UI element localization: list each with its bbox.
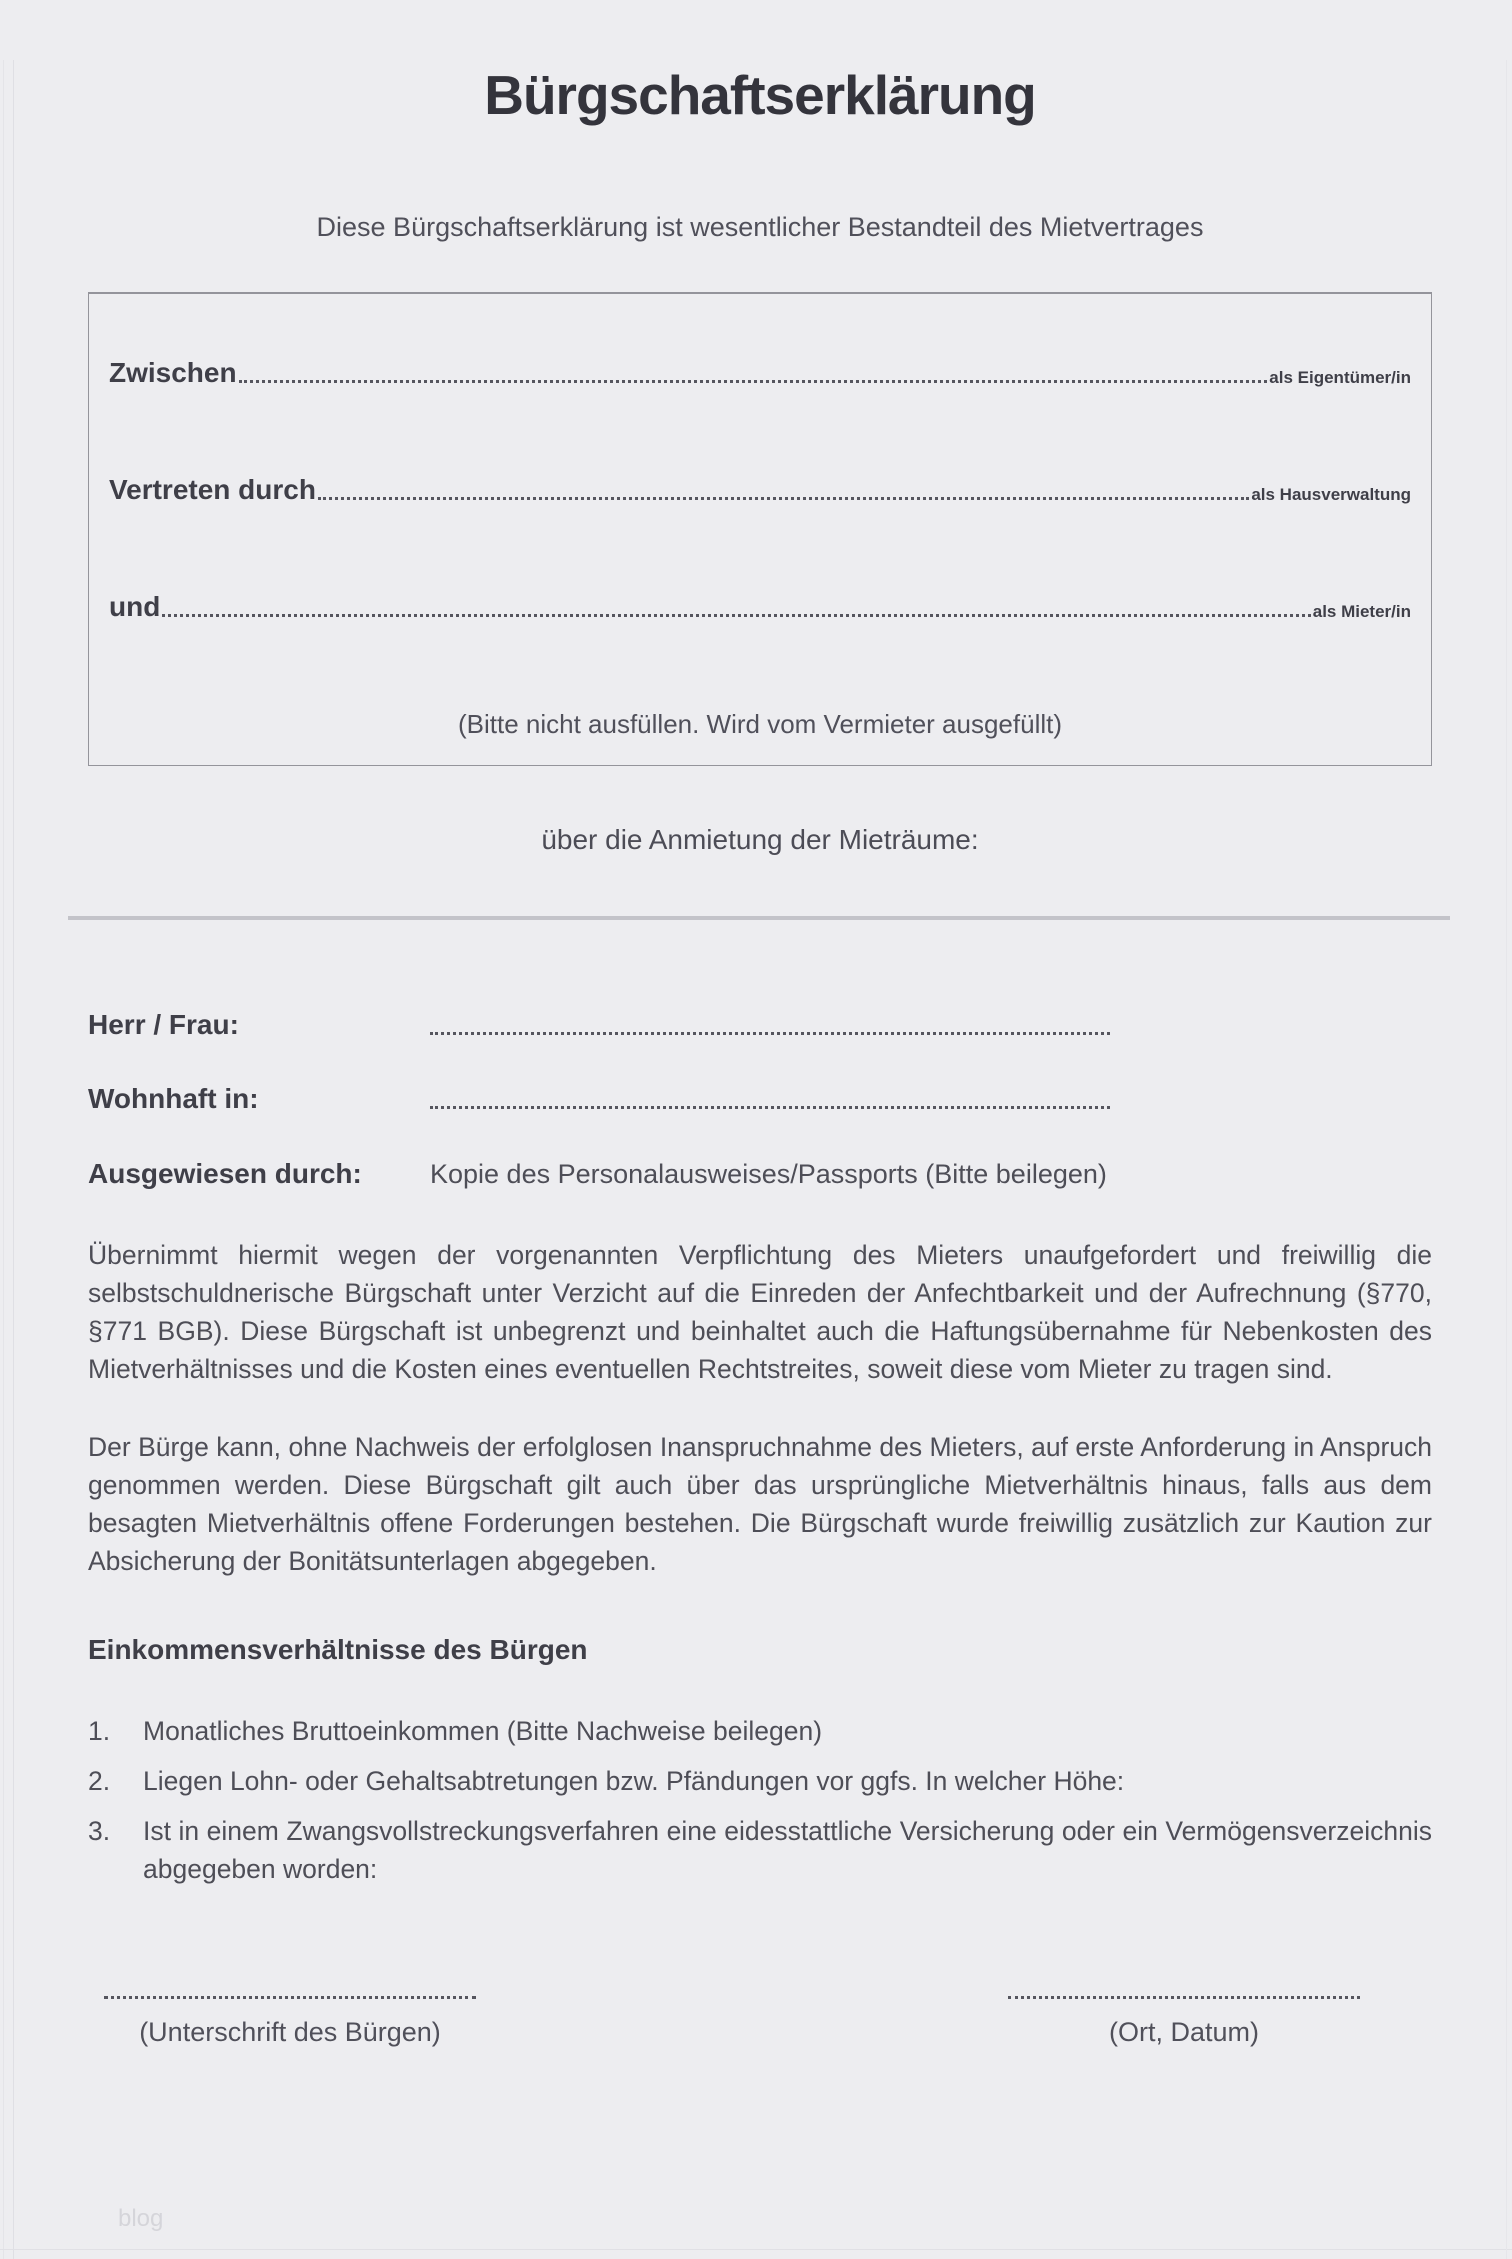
page-edge-right (1506, 60, 1507, 2259)
rental-premises-line: über die Anmietung der Mieträume: (541, 824, 979, 855)
list-item-text: Monatliches Bruttoeinkommen (Bitte Nachweise beilegen) (143, 1716, 823, 1746)
tenant-row-suffix: als Mieter/in (1312, 602, 1411, 621)
tenant-fill-in-line (162, 613, 1310, 617)
list-item (88, 1812, 1432, 1888)
guarantor-signature-area (104, 1988, 476, 2049)
income-list (88, 1712, 1432, 1888)
owner-fill-in-line (239, 379, 1268, 383)
address-fill-in-line (430, 1105, 1110, 1109)
list-item (88, 1712, 1432, 1750)
list-item-text: Liegen Lohn- oder Gehaltsabtretungen bzw. Pfändungen vor ggfs. In welcher Höhe: (143, 1766, 1125, 1796)
tenant-row (109, 590, 1411, 624)
guarantee-paragraph-1: Übernimmt hiermit wegen der vorgenannten Verpflichtung des Mieters unaufgefordert und freiwillig die selbstschuldnerische Bürgschaft unter Verzicht auf die Einreden der Anfechtbarkeit und der Aufrechnung (§770, §771 BGB). Diese Bürgschaft ist unbegrenzt und beinhaltet auch die Haftungsübernahme für Nebenkosten des Mietverhältnisses und die Kosten eines eventuellen Rechtstreites, soweit diese vom Mieter zu tragen sind. (88, 1240, 1432, 1384)
page-edge-bottom (0, 2249, 1512, 2250)
place-date-line (1008, 1988, 1360, 1999)
address-field-row (88, 1082, 1432, 1116)
identification-value: Kopie des Personalausweises/Passports (Bitte beilegen) (430, 1159, 1107, 1189)
place-date-area (1008, 1988, 1360, 2049)
representative-row-label: Vertreten durch (109, 474, 316, 505)
representative-row-suffix: als Hausverwaltung (1251, 485, 1411, 504)
signature-block (88, 1988, 1432, 2049)
document-subtitle: Diese Bürgschaftserklärung ist wesentlicher Bestandteil des Mietvertrages (316, 212, 1204, 242)
address-field-label: Wohnhaft in: (88, 1083, 259, 1114)
watermark-text: blog (118, 2205, 164, 2232)
guarantee-paragraph-2: Der Bürge kann, ohne Nachweis der erfolglosen Inanspruchnahme des Mieters, auf erste Anforderung in Anspruch genommen werden. Diese Bürgschaft gilt auch über das ursprüngliche Mietverhältnis hinaus, falls aus dem besagten Mietverhältnis offene Forderungen bestehen. Die Bürgschaft wurde freiwillig zusätzlich zur Kaution zur Absicherung der Bonitätsunterlagen abgegeben. (88, 1432, 1432, 1576)
identification-label: Ausgewiesen durch: (88, 1158, 362, 1189)
document-content (0, 60, 1512, 2049)
representative-row (109, 473, 1411, 507)
parties-box (88, 292, 1432, 766)
list-item (88, 1762, 1432, 1800)
page-title: Bürgschaftserklärung (484, 64, 1036, 126)
guarantor-signature-line (104, 1988, 476, 1999)
box-note: (Bitte nicht ausfüllen. Wird vom Vermieter ausgefüllt) (457, 709, 1063, 739)
owner-row-label: Zwischen (109, 357, 237, 388)
page-edge-left-outer (3, 60, 4, 2259)
place-date-label: (Ort, Datum) (1108, 2017, 1259, 2047)
document-page (0, 60, 1512, 2259)
list-item-number: 3. (88, 1816, 111, 1846)
representative-fill-in-line (318, 496, 1249, 500)
owner-row (109, 356, 1411, 390)
owner-row-suffix: als Eigentümer/in (1269, 368, 1411, 387)
list-item-number: 1. (88, 1716, 111, 1746)
section-divider (68, 916, 1450, 920)
page-edge-left (13, 60, 14, 2259)
tenant-row-label: und (109, 591, 161, 622)
name-fill-in-line (430, 1031, 1110, 1035)
name-field-row (88, 1008, 1432, 1042)
list-item-number: 2. (88, 1766, 111, 1796)
income-section-heading: Einkommensverhältnisse des Bürgen (88, 1634, 588, 1665)
name-field-label: Herr / Frau: (88, 1009, 239, 1040)
identification-row (88, 1156, 1432, 1192)
list-item-text: Ist in einem Zwangsvollstreckungsverfahren eine eidesstattliche Versicherung oder ein Vermögensverzeichnis abgegeben worden: (143, 1816, 1432, 1884)
guarantor-signature-label: (Unterschrift des Bürgen) (139, 2017, 441, 2047)
